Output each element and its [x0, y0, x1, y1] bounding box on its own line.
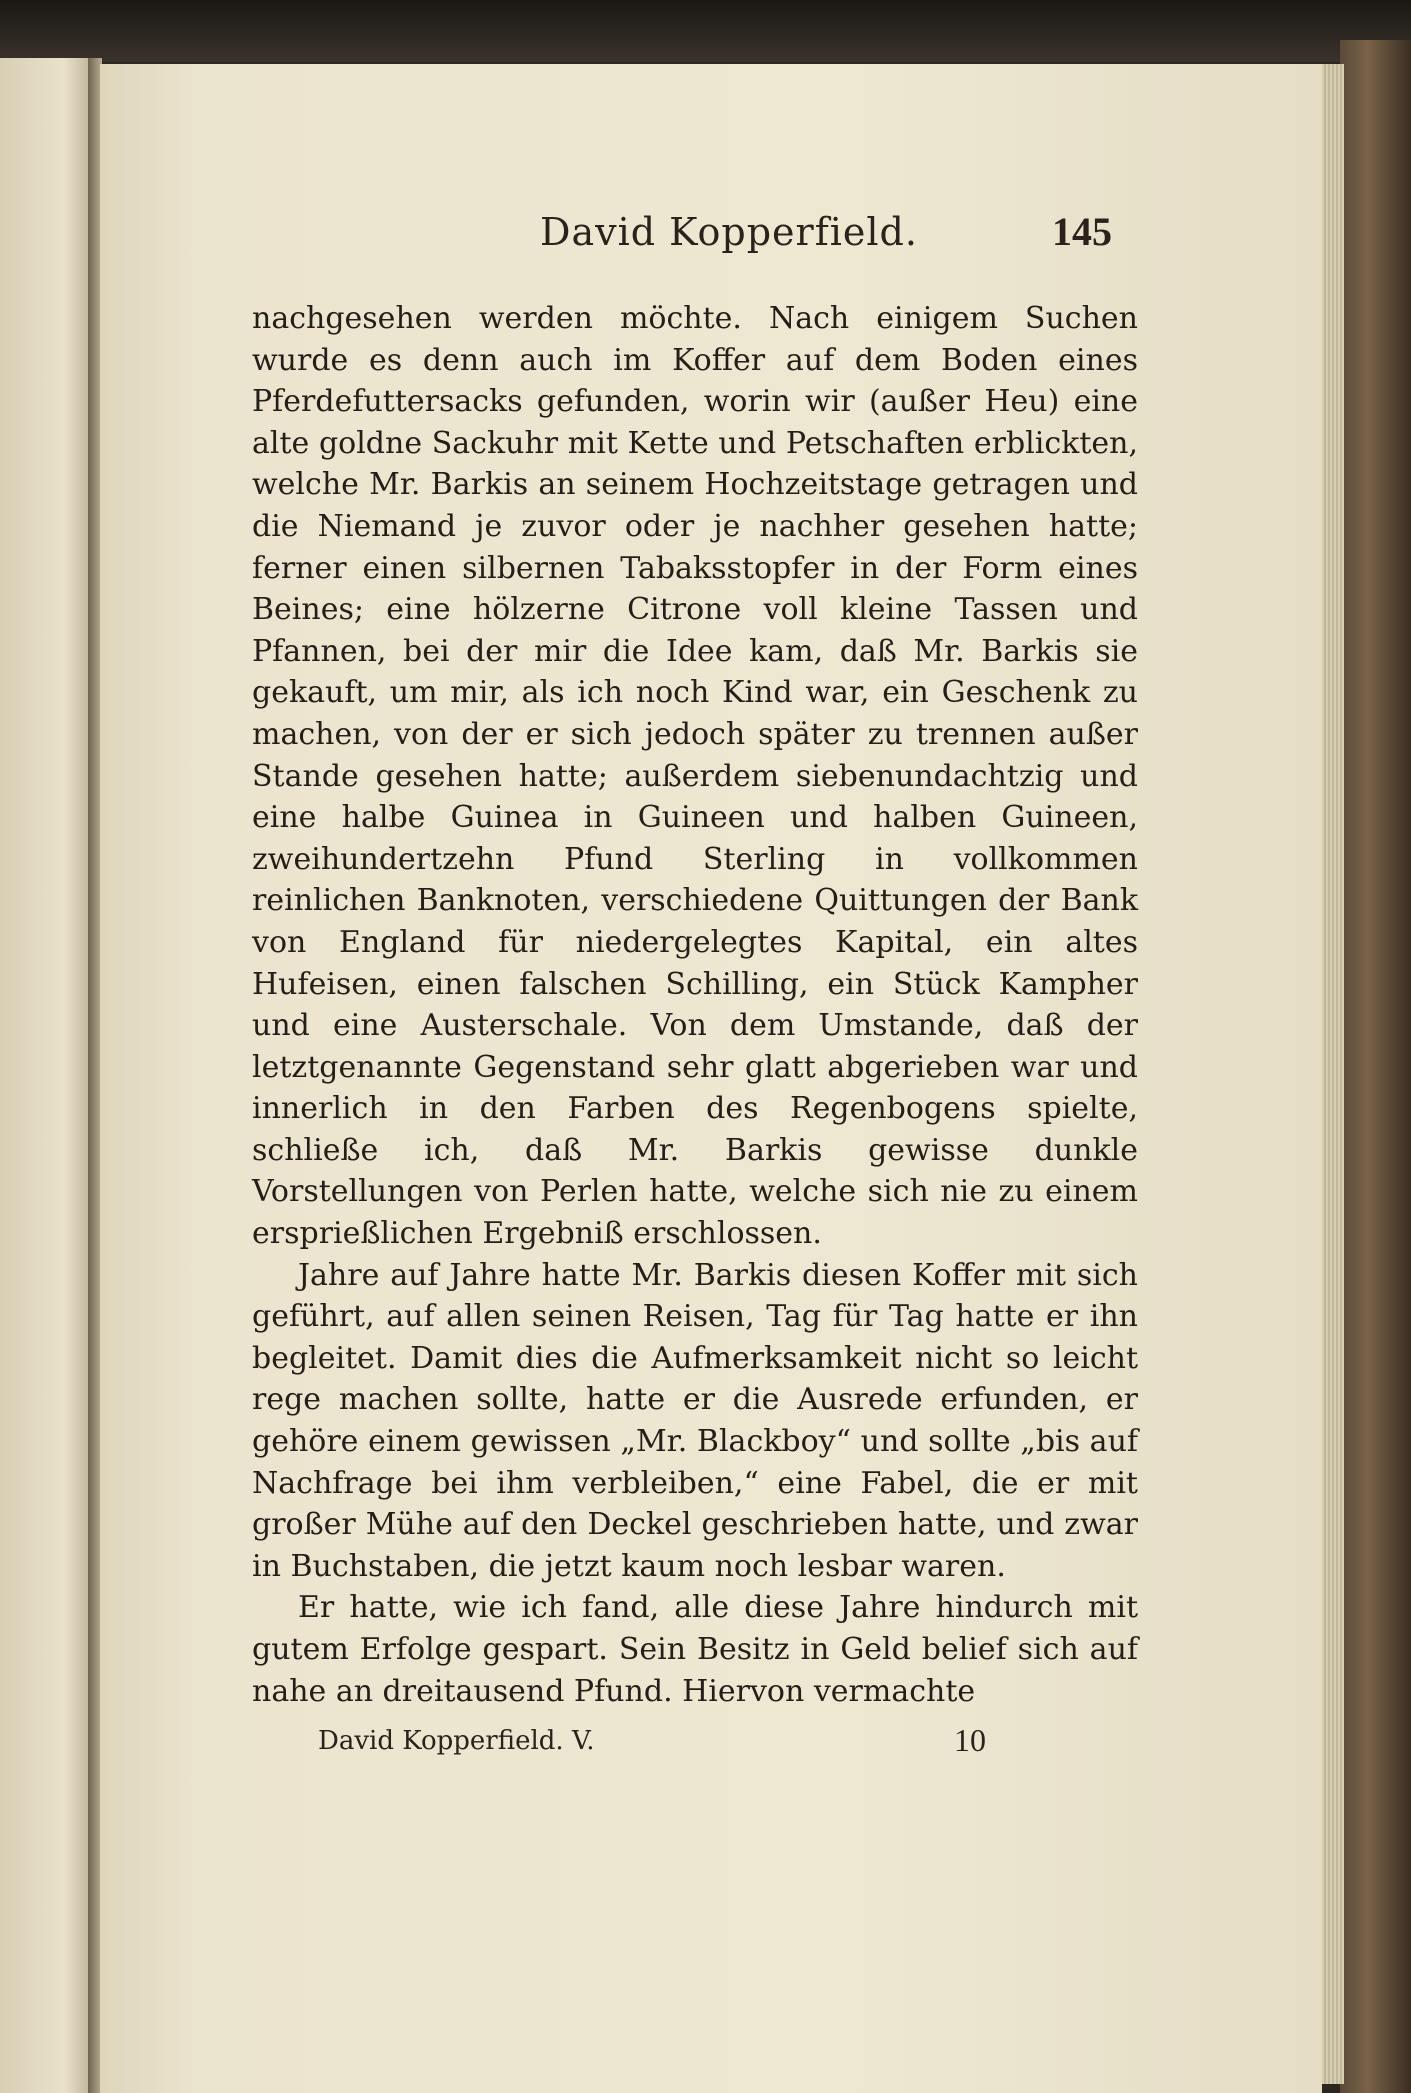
paragraph: Er hatte, wie ich fand, alle diese Jahre hindurch mit gutem Erfolge gespart. Sein Besitz in Geld belief sich auf nahe an dreitausend Pfund. Hiervon vermachte	[252, 1590, 1138, 1709]
paragraph: Jahre auf Jahre hatte Mr. Barkis diesen Koffer mit sich geführt, auf allen seinen Reisen, Tag für Tag hatte er ihn begleitet. Damit dies die Aufmerksamkeit nicht so leicht rege machen sollte, hatte er die Ausrede erfunden, er gehöre einem gewissen „Mr. Blackboy“ und sollte „bis auf Nachfrage bei ihm verbleiben,“ eine Fabel, die er mit großer Mühe auf den Deckel geschrieben hatte, und zwar in Buchstaben, die jetzt kaum noch lesbar waren.	[252, 1257, 1138, 1584]
body-text	[252, 298, 1138, 1712]
footer-book-title: David Kopperfield. V.	[318, 1726, 595, 1756]
printer-signature: 10	[954, 1722, 986, 1758]
facing-page-edge	[0, 58, 92, 2093]
running-head: David Kopperfield.	[540, 210, 918, 254]
scan-background	[0, 0, 1411, 62]
page-number: 145	[1052, 209, 1112, 254]
paragraph: nachgesehen werden möchte. Nach einigem Suchen wurde es denn auch im Koffer auf dem Boden eines Pferdefuttersacks gefunden, worin wir (außer Heu) eine alte goldne Sackuhr mit Kette und Petschaften erblickten, welche Mr. Barkis an seinem Hochzeitstage getragen und die Niemand je zuvor oder je nachher gesehen hatte; ferner einen silbernen Tabaksstopfer in der Form eines Beines; eine hölzerne Citrone voll kleine Tassen und Pfannen, bei der mir die Idee kam, daß Mr. Barkis sie gekauft, um mir, als ich noch Kind war, ein Geschenk zu machen, von der er sich jedoch später zu trennen außer Stande gesehen hatte; außerdem siebenundachtzig und eine halbe Guinea in Guineen und halben Guineen, zweihundertzehn Pfund Sterling in vollkommen reinlichen Banknoten, verschiedene Quittungen der Bank von England für niedergelegtes Kapital, ein altes Hufeisen, einen falschen Schilling, ein Stück Kampher und eine Austerschale. Von dem Umstande, daß der letztgenannte Gegenstand sehr glatt abgerieben war und innerlich in den Farben des Regenbogens spielte, schließe ich, daß Mr. Barkis gewisse dunkle Vorstellungen von Perlen hatte, welche sich nie zu einem ersprießlichen Ergebniß erschlossen.	[252, 301, 1138, 1252]
book-cover-edge	[1340, 40, 1411, 2093]
